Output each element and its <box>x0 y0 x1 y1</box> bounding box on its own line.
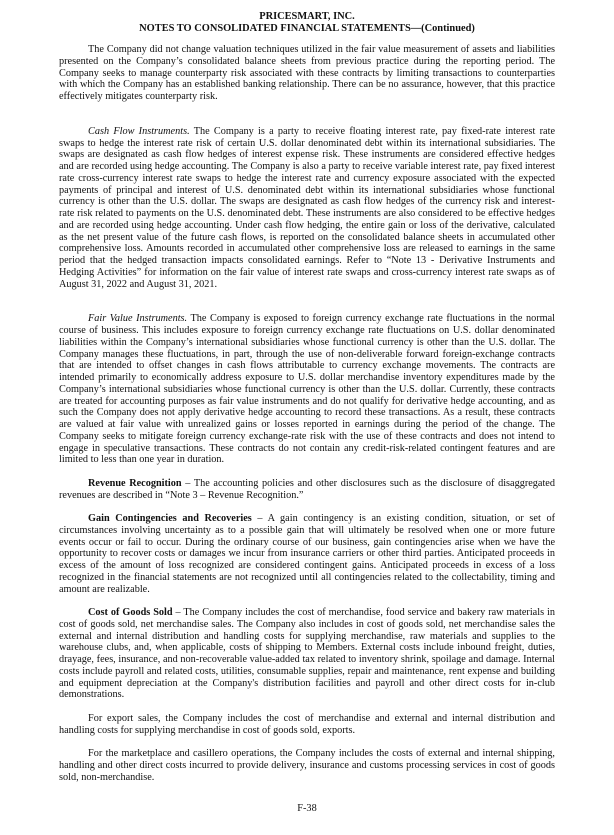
document-body <box>59 44 555 795</box>
paragraph-cost-of-goods-sold <box>59 607 555 701</box>
paragraph-heading: Fair Value Instruments. <box>88 313 188 325</box>
paragraph-heading: Cash Flow Instruments. <box>88 125 190 137</box>
paragraph-cash-flow-instruments <box>59 126 555 291</box>
paragraph-gain-contingencies <box>59 513 555 595</box>
paragraph-text: The Company did not change valuation techniques utilized in the fair value measurement of assets and liabilities presented on the Company’s consolidated balance sheets from previous practice during the reporting period. The Company seeks to manage counterparty risk associated with these contracts by limiting transactions to counterparties with which the Company has an established banking relationship. There can be no assurance, however, that this practice effectively mitigates counterparty risk. <box>59 44 555 102</box>
paragraph-text: – The Company includes the cost of merchandise, food service and bakery raw materials in cost of goods sold, net merchandise sales. The Company also includes in cost of goods sold, net merchandise sales the external and internal distribution and handling costs for supplying merchandise, raw materials and supplies to the warehouse clubs, and, when applicable, costs of shipping to Members. External costs include inbound freight, duties, drayage, fees, insurance, and non-recoverable value-added tax related to inventory shrink, spoilage and damage. Internal costs include payroll and related costs, utilities, consumable supplies, repair and maintenance, rent expense and building and equipment depreciation at the Company's distribution facilities and payroll and other direct costs for in-club demonstrations. <box>59 607 555 701</box>
page-number: F-38 <box>297 803 317 815</box>
paragraph-text: For the marketplace and casillero operations, the Company includes the costs of external and internal shipping, handling and other direct costs incurred to provide delivery, insurance and customs processing services in cost of goods sold, non-merchandise. <box>59 748 555 783</box>
paragraph-heading: Revenue Recognition <box>88 477 182 489</box>
paragraph-heading: Cost of Goods Sold <box>88 607 173 619</box>
paragraph-text: For export sales, the Company includes the cost of merchandise and external and internal distribution and handling costs for supplying merchandise in cost of goods sold, exports. <box>59 712 555 736</box>
paragraph-valuation-techniques <box>59 44 555 103</box>
paragraph-text: The Company is exposed to foreign currency exchange rate fluctuations in the normal course of business. This includes exposure to foreign currency exchange rate fluctuations on U.S. dollar denominated liabilities within the Company’s international subsidiaries whose functional currency is other than the U.S. dollar. The Company manages these fluctuations, in part, through the use of non-deliverable forward foreign-exchange contracts that are intended to offset changes in cash flows attributable to currency exchange movements. The contracts are intended primarily to economically address exposure to U.S. dollar merchandise inventory expenditures made by the Company’s international subsidiaries whose functional currency is other than the U.S. dollar. Currently, these contracts are treated for accounting purposes as fair value instruments and do not qualify for derivative hedge accounting, and as such the Company does not apply derivative hedge accounting to record these transactions. As a result, these contracts are valued at fair value with unrealized gains or losses reported in earnings during the period of the change. The Company seeks to mitigate foreign currency exchange-rate risk with the use of these contracts and does not intend to engage in speculative transactions. These contracts do not contain any credit-risk-related contingent features and are limited to less than one year in duration. <box>59 313 555 466</box>
paragraph-text: – A gain contingency is an existing condition, situation, or set of circumstances involving uncertainty as to a possible gain that will ultimately be resolved when one or more future events occur or fail to occur. During the ordinary course of our business, gain contingencies arise when we have the opportunity to recover costs or damages we incur from insurance carriers or other third parties. Anticipated proceeds in excess of the amount of loss recognized are considered contingent gains. Anticipated proceeds in excess of a loss recognized in the financial statements are not recognized until all contingencies related to the collectability, timing and amount are realizable. <box>59 513 555 595</box>
section-title: NOTES TO CONSOLIDATED FINANCIAL STATEMENTS—(Continued) <box>139 23 475 34</box>
paragraph-export-sales <box>59 713 555 737</box>
company-name: PRICESMART, INC. <box>259 11 355 22</box>
paragraph-revenue-recognition <box>59 478 555 502</box>
paragraph-heading: Gain Contingencies and Recoveries <box>88 513 252 525</box>
paragraph-text: – The accounting policies and other disclosures such as the disclosure of disaggregated revenues are described in “Note 3 – Revenue Recognition.” <box>59 477 555 501</box>
paragraph-text: The Company is a party to receive floating interest rate, pay fixed-rate interest rate swaps to hedge the interest rate risk of certain U.S. dollar denominated debt within its international subsidiaries. The swaps are designated as cash flow hedges of interest expense risk. These instruments are considered effective hedges and are recorded using hedge accounting. The Company is also a party to receive variable interest rate, pay fixed interest rate cross-currency interest rate swaps to hedge the interest rate and currency exposure associated with the expected payments of principal and interest of U.S. denominated debt within its international subsidiaries whose functional currency is other than the U.S. dollar. The swaps are designated as cash flow hedges of the currency risk and interest-rate risk related to payments on the U.S. denominated debt. These instruments are also considered to be effective hedges and are recorded using hedge accounting. Under cash flow hedging, the entire gain or loss of the derivative, calculated as the net present value of the future cash flows, is reported on the consolidated balance sheets in accumulated other comprehensive loss. Amounts recorded in accumulated other comprehensive loss are released to earnings in the same period that the hedged transaction impacts consolidated earnings. Refer to “Note 13 - Derivative Instruments and Hedging Activities” for information on the fair value of interest rate swaps and cross-currency interest rate swaps as of August 31, 2022 and August 31, 2021. <box>59 125 555 290</box>
paragraph-fair-value-instruments <box>59 313 555 466</box>
paragraph-marketplace-casillero <box>59 748 555 783</box>
page-header <box>0 11 614 35</box>
